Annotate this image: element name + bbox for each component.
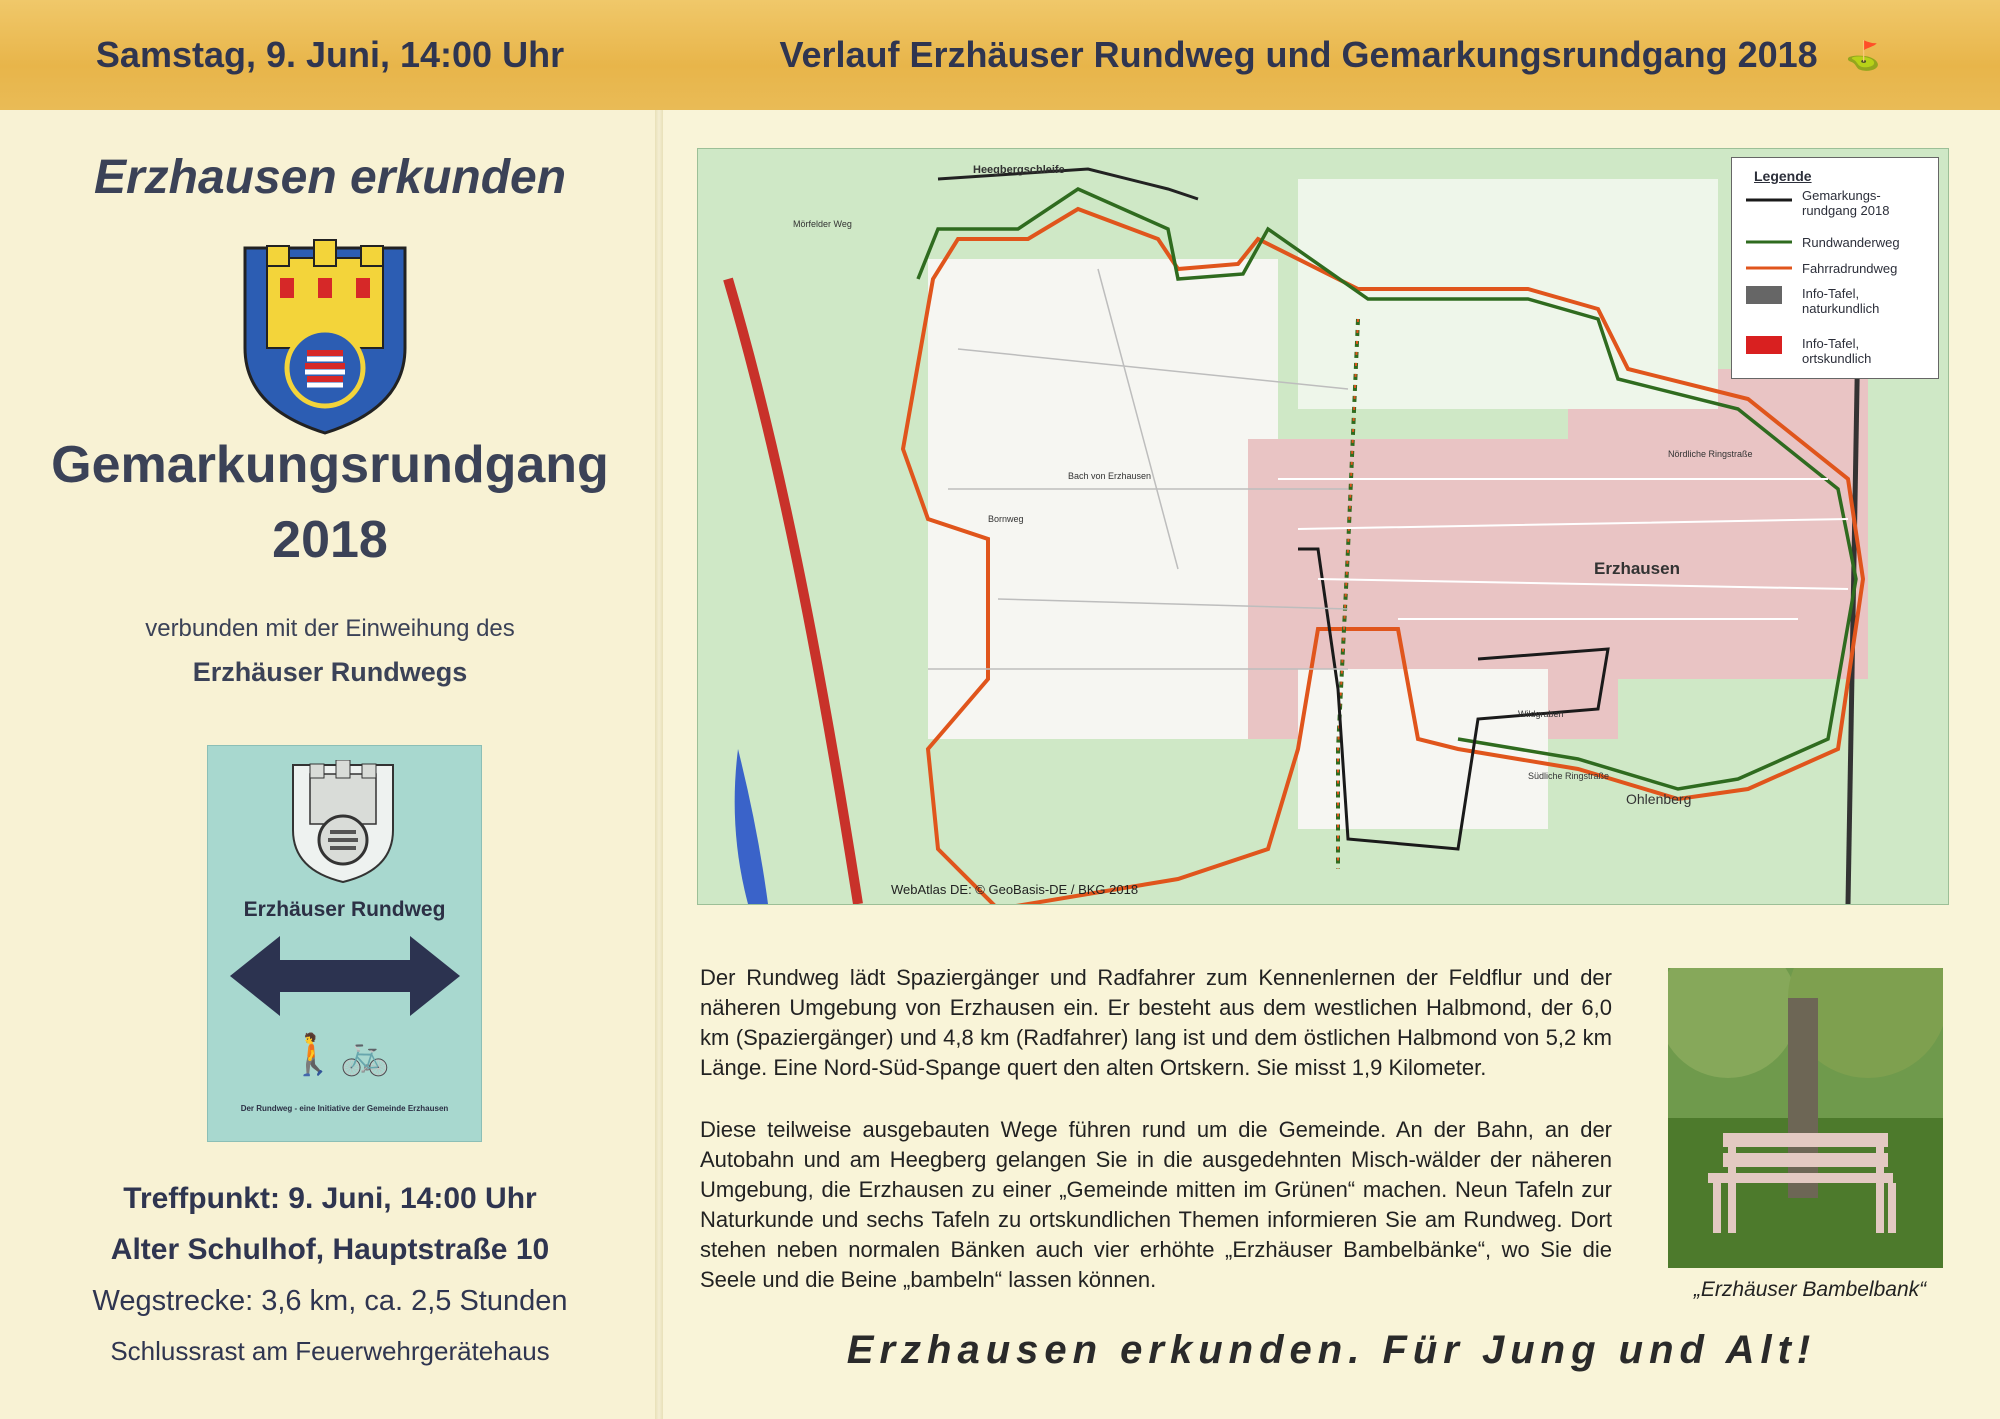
map-town-erzhausen: Erzhausen <box>1594 559 1680 578</box>
photo-caption: „Erzhäuser Bambelbank“ <box>1693 1278 1927 1301</box>
double-arrow-icon <box>230 936 460 1016</box>
bench-photo-graphic <box>1668 968 1943 1268</box>
header-banner <box>0 0 2000 110</box>
meeting-point: Treffpunkt: 9. Juni, 14:00 Uhr <box>123 1182 537 1215</box>
headline-text: Verlauf Erzhäuser Rundweg und Gemarkungsrundgang 2018 <box>779 34 1818 75</box>
left-title: Erzhausen erkunden <box>93 151 567 204</box>
coat-of-arms-icon <box>235 238 415 438</box>
sign-footer: Der Rundweg - eine Initiative der Gemeinde Erzhausen <box>240 1104 449 1113</box>
map-credit: WebAtlas DE: © GeoBasis-DE / BKG 2018 <box>891 882 1139 897</box>
route-map <box>697 148 1949 905</box>
rundweg-sign <box>207 745 482 1142</box>
map-legend <box>1731 157 1939 379</box>
fold-line <box>655 110 663 1419</box>
subtitle-bold: Erzhäuser Rundwegs <box>192 657 468 687</box>
map-label-noerdliche-ringstrasse: Nördliche Ringstraße <box>1668 449 1753 459</box>
intro-paragraph: Der Rundweg lädt Spaziergänger und Radfahrer zum Kennenlernen der Feldflur und der näheren Umgebung von Erzhausen ein. Er besteht aus dem westlichen Halbmond, der 6,0 km (Spaziergänger) und 4,8 km (Radfahrer) lang ist und dem östlichen Halbmond von 5,2 km Länge. Eine Nord-Süd-Spange quert den alten Ortskern. Sie misst 1,9 Kilometer. <box>700 965 1612 1080</box>
sign-label: Erzhäuser Rundweg <box>243 898 446 921</box>
legend-item-fahrradrundweg: Fahrradrundweg <box>1802 261 1898 276</box>
heading-line-1: Gemarkungsrundgang <box>51 436 609 494</box>
sign-coat-of-arms-icon <box>288 760 398 885</box>
route-distance: Wegstrecke: 3,6 km, ca. 2,5 Stunden <box>92 1285 568 1317</box>
map-label-suedliche-ringstrasse: Südliche Ringstraße <box>1528 771 1610 781</box>
legend-item-info-natur: Info-Tafel, naturkundlich <box>1802 286 1880 316</box>
legend-item-rundwanderweg: Rundwanderweg <box>1802 235 1900 250</box>
map-label-bornweg: Bornweg <box>988 514 1024 524</box>
map-label-moerfelder-weg: Mörfelder Weg <box>793 219 852 229</box>
map-label-wildgraben: Wildgraben <box>1518 709 1564 719</box>
heading-line-2: 2018 <box>272 511 388 569</box>
final-stop: Schlussrast am Feuerwehrgerätehaus <box>110 1336 550 1366</box>
map-district-ohlenberg: Ohlenberg <box>1626 791 1692 807</box>
subtitle: verbunden mit der Einweihung des <box>145 615 515 642</box>
map-label-bach: Bach von Erzhausen <box>1068 471 1152 481</box>
page-headline <box>660 0 2000 110</box>
bench-photo <box>1668 968 1943 1268</box>
detail-paragraph: Diese teilweise ausgebauten Wege führen rund um die Gemeinde. An der Bahn, an der Autobahn und am Heegberg gelangen Sie in die ausgedehnten Misch-wälder der näheren Umgebung, die Erzhausen zu einer „Gemeinde mitten im Grünen“ machen. Neun Tafeln zur Naturkunde und sechs Tafeln zu ortskundlichen Themen informieren Sie am Rundweg. Dort stehen neben normalen Bänken auch vier erhöhte „Erzhäuser Bambelbänke“, wo Sie die Seele und die Beine „bambeln“ lassen können. <box>700 1117 1612 1292</box>
pedestrian-icon: 🚶 <box>288 1033 338 1077</box>
map-label-heegbergschleife: Heegbergschleife <box>973 164 1065 176</box>
bicycle-icon: 🚲 <box>340 1033 390 1077</box>
legend-item-gemarkungsrundgang: Gemarkungs-rundgang 2018 <box>1802 188 1890 218</box>
event-date-time: Samstag, 9. Juni, 14:00 Uhr <box>95 34 565 75</box>
legend-item-info-ort: Info-Tafel, ortskundlich <box>1802 336 1872 366</box>
hiking-logo-icon: ⛳ <box>1845 39 1881 71</box>
slogan: Erzhausen erkunden. Für Jung und Alt! <box>846 1328 1817 1372</box>
left-panel <box>0 110 660 1419</box>
meeting-location: Alter Schulhof, Hauptstraße 10 <box>110 1233 550 1266</box>
legend-title: Legende <box>1754 168 1812 184</box>
